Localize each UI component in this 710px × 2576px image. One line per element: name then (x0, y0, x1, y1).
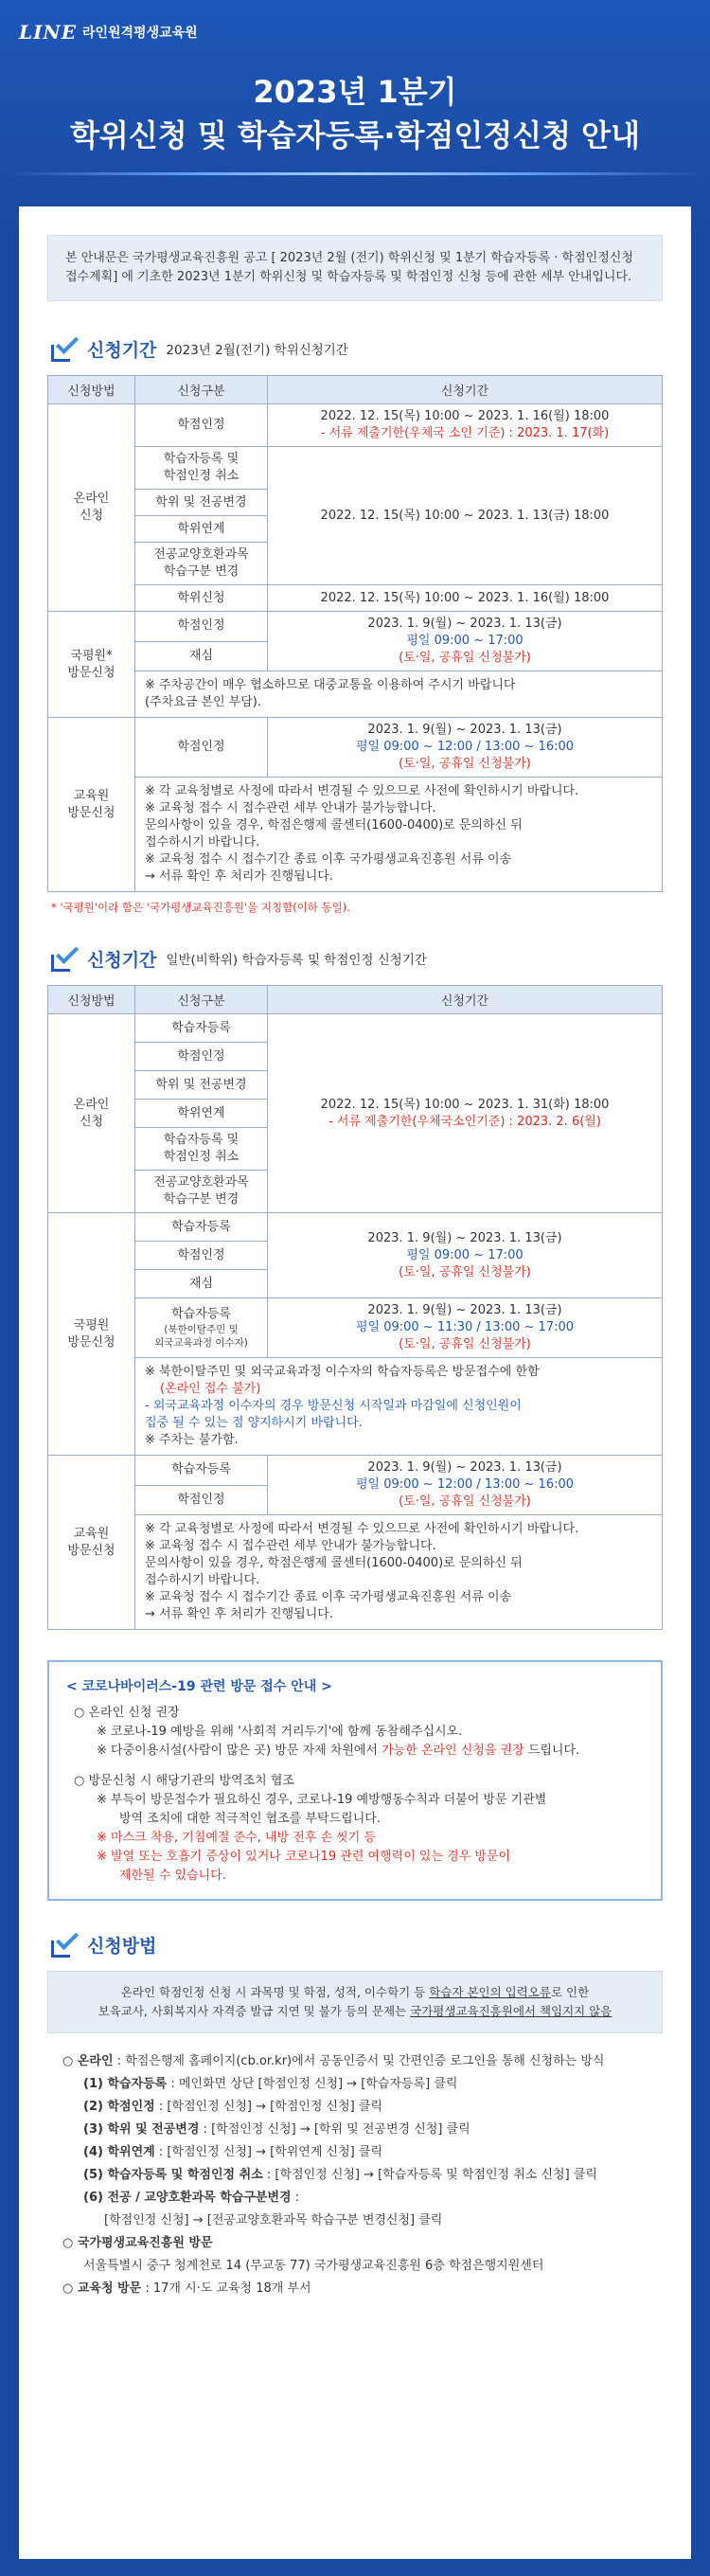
office-head: ○ 교육청 방문 (62, 2281, 142, 2296)
step-item (62, 2096, 648, 2119)
type-cell: 전공교양호환과목 학습구분 변경 (135, 543, 268, 585)
period-cell (268, 1014, 663, 1213)
method-visit (62, 2232, 648, 2255)
period-text: 2023. 1. 9(월) ~ 2023. 1. 13(금) (367, 1230, 562, 1245)
period-hours: 평일 09:00 ~ 17:00 (406, 1247, 524, 1262)
visit-head: ○ 국가평생교육진흥원 방문 (62, 2236, 213, 2250)
covid-line5: ※ 발열 또는 호흡기 증상이 있거나 코로나19 관련 여행력이 있는 경우 방문이 (97, 1850, 511, 1864)
visit-note-line4: ※ 주차는 불가함. (145, 1433, 239, 1447)
step-label: (6) 전공 / 교양호환과목 학습구분변경 (83, 2191, 292, 2205)
online-desc: : 학점은행제 홈페이지(cb.or.kr)에서 공동인증서 및 간편인증 로그인을 통해 신청하는 방식 (113, 2054, 605, 2068)
covid-line2-c: 드립니다. (524, 1744, 580, 1758)
decorative-line (0, 172, 710, 175)
period-text: 2023. 1. 9(월) ~ 2023. 1. 13(금) (367, 1460, 562, 1475)
step-item (62, 2187, 648, 2209)
step-label: (2) 학점인정 (83, 2100, 155, 2114)
step-label: (3) 학위 및 전공변경 (83, 2122, 200, 2137)
covid-line2-b: 가능한 온라인 신청을 권장 (382, 1744, 524, 1758)
method-office: 교육원 방문신청 (48, 1456, 135, 1630)
step-desc: : [학점인정 신청] → [학위연계 신청] 클릭 (154, 2145, 382, 2159)
step-label: (4) 학위연계 (83, 2145, 155, 2159)
step-item (62, 2073, 648, 2096)
method-notice-line2 (63, 2002, 647, 2021)
period-hours: 평일 09:00 ~ 17:00 (406, 634, 524, 648)
visit-note (135, 1358, 663, 1456)
covid-heading1: ○ 온라인 신청 권장 (74, 1706, 180, 1720)
type-cell: 학습자등록 (135, 1213, 268, 1242)
method-office: 교육원 방문신청 (48, 718, 135, 892)
notice-a: 온라인 학점인정 신청 시 과목명 및 학점, 성적, 이수학기 등 (120, 1985, 430, 1999)
step-desc: : (291, 2191, 300, 2205)
type-cell: 학위 및 전공변경 (135, 1071, 268, 1100)
type-cell-special (135, 1298, 268, 1358)
office-note: ※ 각 교육청별로 사정에 따라서 변경될 수 있으므로 사전에 확인하시기 바랍니다. ※ 교육청 접수 시 접수관련 세부 안내가 불가능합니다. 문의사항이 있을 경우, 학점은행제 콜센터(1600-0400)로 문의하신 뒤 접수하시기 바랍니다. ※ 교육청 접수 시 접수기간 종료 이후 국가평생교육진흥원 서류 이송 → 서류 확인 후 처리가 진행됩니다. (135, 778, 663, 892)
step-label: (1) 학습자등록 (83, 2077, 168, 2091)
type-cell: 학습자등록 및 학점인정 취소 (135, 1128, 268, 1171)
visit-note: ※ 주차공간이 매우 협소하므로 대중교통을 이용하여 주시기 바랍니다 (주차요금 본인 부담). (135, 671, 663, 718)
method-visit: 국평원 방문신청 (48, 1213, 135, 1456)
section1-heading (51, 333, 659, 364)
type-cell: 재심 (135, 1270, 268, 1298)
step-desc: : [학점인정 신청] → [학습자등록 및 학점인정 취소 신청] 클릭 (262, 2168, 597, 2182)
section3-heading (51, 1929, 659, 1959)
type-cell: 학위연계 (135, 516, 268, 543)
office-desc: : 17개 시·도 교육청 18개 부서 (141, 2281, 311, 2296)
period-cell: 2022. 12. 15(목) 10:00 ~ 2023. 1. 13(금) 18:00 (268, 447, 663, 585)
type-cell: 학위신청 (135, 585, 268, 612)
covid-line1-text: ※ 코로나-19 예방을 위해 '사회적 거리두기'에 함께 동참해주십시오. (97, 1725, 463, 1739)
type-cell: 학점인정 (135, 1043, 268, 1071)
type-cell: 학점인정 (135, 1485, 268, 1515)
notice-b: 학습자 본인의 입력오류 (429, 1985, 551, 1999)
type-cell: 학위연계 (135, 1100, 268, 1128)
step-item (62, 2119, 648, 2141)
method-notice (47, 1971, 663, 2033)
col-header-method: 신청방법 (48, 986, 135, 1014)
step-desc: : [학점인정 신청] → [학위 및 전공변경 신청] 클릭 (199, 2122, 470, 2137)
page-title-line2: 학위신청 및 학습자등록·학점인정신청 안내 (70, 117, 640, 153)
type-cell: 재심 (135, 641, 268, 671)
period-hours: 평일 09:00 ~ 12:00 / 13:00 ~ 16:00 (355, 740, 575, 754)
visit-note-line1: ※ 북한이탈주민 및 외국교육과정 이수자의 학습자등록은 방문접수에 한함 (145, 1365, 540, 1379)
check-icon (51, 1931, 80, 1958)
period-text: 2023. 1. 9(월) ~ 2023. 1. 13(금) (367, 723, 562, 737)
office-note: ※ 각 교육청별로 사정에 따라서 변경될 수 있으므로 사전에 확인하시기 바랍니다. ※ 교육청 접수 시 접수관련 세부 안내가 불가능합니다. 문의사항이 있을 경우, 학점은행제 콜센터(1600-0400)로 문의하신 뒤 접수하시기 바랍니다. ※ 교육청 접수 시 접수기간 종료 이후 국가평생교육진흥원 서류 이송 → 서류 확인 후 처리가 진행됩니다. (135, 1515, 663, 1630)
degree-schedule-table (47, 375, 663, 892)
notice-e: 국가평생교육진흥원에서 책임지지 않음 (410, 2004, 612, 2018)
content-card (19, 206, 691, 2559)
type-cell: 학습자등록 (135, 1014, 268, 1043)
visit-note-line3: - 외국교육과정 이수자의 경우 방문신청 시작일과 마감일에 신청인원이 집중 될 수 있는 점 양지하시기 바랍니다. (145, 1399, 522, 1430)
covid-line3: ※ 부득이 방문접수가 필요하신 경우, 코로나-19 예방행동수칙과 더불어 방문 기관별 (97, 1793, 547, 1807)
section1-subtitle: 2023년 2월(전기) 학위신청기간 (166, 343, 348, 358)
notice-c: 로 인한 (550, 1985, 590, 1999)
period-closed: (토·일, 공휴일 신청불가) (399, 1264, 531, 1279)
section2-title: 신청기간 (87, 949, 157, 971)
method-online: 온라인 신청 (48, 1014, 135, 1213)
period-text: 2022. 12. 15(목) 10:00 ~ 2023. 1. 16(월) 18:00 (320, 409, 610, 423)
logo-name: 라인원격평생교육원 (81, 26, 198, 41)
method-online: 온라인 신청 (48, 404, 135, 612)
period-cell (268, 718, 663, 778)
type-cell: 학점인정 (135, 404, 268, 447)
period-cell (268, 404, 663, 447)
period-cell (268, 1213, 663, 1298)
period-cell (268, 1298, 663, 1358)
covid-line1 (66, 1723, 644, 1742)
check-icon (51, 945, 80, 972)
section3-title: 신청방법 (87, 1935, 157, 1957)
covid-line2-a: ※ 다중이용시설(사람이 많은 곳) 방문 자제 차원에서 (97, 1744, 382, 1758)
period-text: 2022. 12. 15(목) 10:00 ~ 2023. 1. 31(화) 18:00 (320, 1097, 610, 1112)
covid-heading2: ○ 방문신청 시 해당기관의 방역조치 협조 (74, 1774, 294, 1788)
covid-line2 (66, 1742, 644, 1761)
check-icon (51, 335, 80, 362)
method-notice-line1 (63, 1983, 647, 2002)
header (0, 0, 710, 189)
visit-note-line2: (온라인 접수 불가) (160, 1382, 261, 1396)
method-list (62, 2050, 648, 2300)
col-header-method: 신청방법 (48, 376, 135, 404)
type-cell: 학점인정 (135, 718, 268, 778)
type-cell: 학습자등록 및 학점인정 취소 (135, 447, 268, 490)
visit-address: 서울특별시 중구 청계천로 14 (무교동 77) 국가평생교육진흥원 6층 학점은행지원센터 (83, 2259, 544, 2273)
step-item (62, 2141, 648, 2164)
type-cell: 학점인정 (135, 1242, 268, 1270)
step-item (62, 2164, 648, 2187)
col-header-period: 신청기간 (268, 986, 663, 1014)
section1-title: 신청기간 (87, 339, 157, 361)
period-hours: 평일 09:00 ~ 11:30 / 13:00 ~ 17:00 (355, 1320, 575, 1334)
covid-line3b: 방역 조치에 대한 적극적인 협조를 부탁드립니다. (119, 1812, 381, 1826)
logo (19, 21, 198, 44)
type-cell: 전공교양호환과목 학습구분 변경 (135, 1171, 268, 1213)
col-header-type: 신청구분 (135, 376, 268, 404)
period-note: - 서류 제출기한(우체국소인기준) : 2023. 2. 6(월) (328, 1114, 601, 1129)
intro-box: 본 안내문은 국가평생교육진흥원 공고 [ 2023년 2월 (전기) 학위신청 및 1분기 학습자등록 · 학점인정신청 접수계획] 에 기초한 2023년 1분기 학위신청 및 학습자등록 및 학점인정 신청 등에 관한 세부 안내입니다. (47, 235, 663, 301)
covid-line4: ※ 마스크 착용, 기침예절 준수, 내방 전후 손 씻기 등 (97, 1831, 376, 1845)
covid-notice (47, 1660, 663, 1901)
logo-mark: LINE (19, 21, 77, 44)
covid-line5b: 제한될 수 있습니다. (119, 1869, 226, 1883)
type-special-label: 학습자등록 (171, 1307, 231, 1321)
general-schedule-table (47, 985, 663, 1630)
step6-detail: [학점인정 신청] → [전공교양호환과목 학습구분 변경신청] 클릭 (104, 2213, 443, 2227)
period-cell (268, 1456, 663, 1515)
col-header-type: 신청구분 (135, 986, 268, 1014)
period-cell: 2022. 12. 15(목) 10:00 ~ 2023. 1. 16(월) 18:00 (268, 585, 663, 612)
period-closed: (토·일, 공휴일 신청불가) (399, 757, 531, 771)
period-note: - 서류 제출기한(우체국 소인 기준) : 2023. 1. 17(화) (320, 426, 610, 440)
period-text: 2023. 1. 9(월) ~ 2023. 1. 13(금) (367, 617, 562, 631)
type-cell: 학점인정 (135, 612, 268, 642)
covid-title: < 코로나바이러스-19 관련 방문 접수 안내 > (66, 1679, 332, 1694)
footnote: * '국평원'이라 함은 '국가평생교육진흥원'을 지칭함(이하 동일). (51, 901, 350, 914)
notice-d: 보육교사, 사회복지사 자격증 발급 지연 및 불가 등의 문제는 (98, 2004, 411, 2018)
page-title-line1: 2023년 1분기 (253, 74, 457, 110)
col-header-period: 신청기간 (268, 376, 663, 404)
method-online (62, 2050, 648, 2073)
period-cell (268, 612, 663, 671)
type-cell: 학습자등록 (135, 1456, 268, 1486)
online-head: ○ 온라인 (62, 2054, 114, 2068)
section2-heading (51, 943, 659, 974)
period-hours: 평일 09:00 ~ 12:00 / 13:00 ~ 16:00 (355, 1477, 575, 1492)
step-desc: : 메인화면 상단 [학점인정 신청] → [학습자등록] 클릭 (167, 2077, 458, 2091)
step-label: (5) 학습자등록 및 학점인정 취소 (83, 2168, 263, 2182)
method-visit: 국평원* 방문신청 (48, 612, 135, 718)
step-desc: : [학점인정 신청] → [학점인정 신청] 클릭 (154, 2100, 382, 2114)
period-closed: (토·일, 공휴일 신청불가) (399, 651, 531, 665)
section2-subtitle: 일반(비학위) 학습자등록 및 학점인정 신청기간 (166, 953, 427, 968)
period-closed: (토·일, 공휴일 신청불가) (399, 1337, 531, 1351)
type-cell: 학위 및 전공변경 (135, 490, 268, 516)
period-text: 2023. 1. 9(월) ~ 2023. 1. 13(금) (367, 1303, 562, 1317)
type-special-sub: (북한이탈주민 및 외국교육과정 이수자) (154, 1324, 248, 1349)
method-office (62, 2278, 648, 2300)
period-closed: (토·일, 공휴일 신청불가) (399, 1494, 531, 1509)
